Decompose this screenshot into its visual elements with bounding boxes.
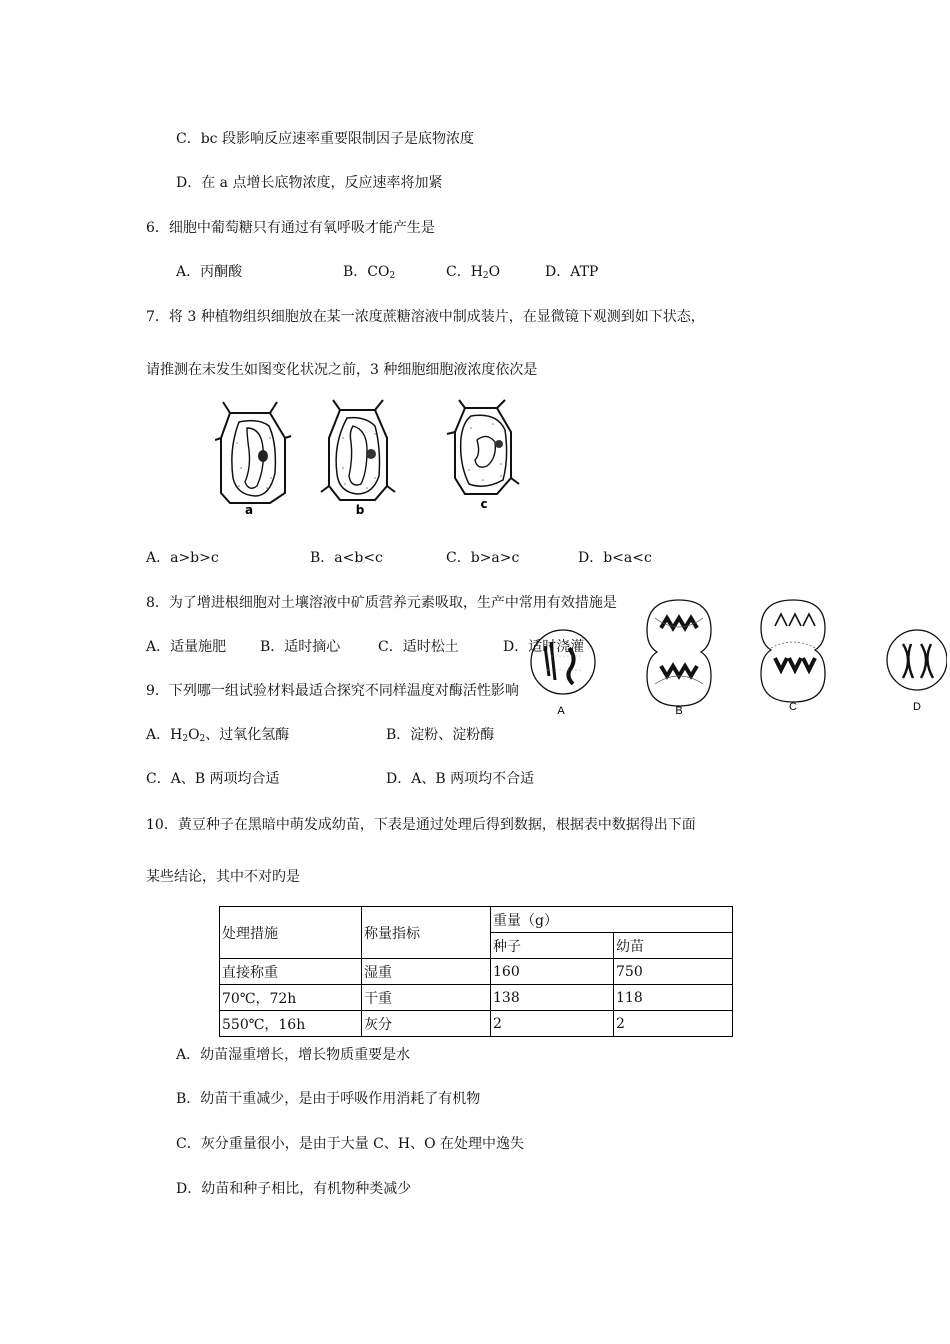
cell-index: 灰分: [362, 1011, 491, 1037]
header-seedling: 幼苗: [614, 933, 733, 959]
division-cell-a: [531, 630, 595, 694]
q6-option-b: B．$CO_2$: [343, 264, 396, 281]
cell-treatment: 直接称重: [220, 959, 362, 985]
cell-label-a: a: [244, 503, 254, 517]
cell-index: 干重: [362, 985, 491, 1011]
q10-stem-line2: 某些结论，其中不对旳是: [146, 869, 300, 885]
cell-label-c: c: [480, 497, 488, 511]
division-label-a: A: [557, 705, 565, 716]
division-cell-c: [761, 600, 825, 702]
q10-option-b: B．幼苗干重减少，是由于呼吸作用消耗了有机物: [176, 1091, 481, 1107]
cell-division-figure: [525, 596, 947, 716]
cell-seedling: 118: [614, 985, 733, 1011]
cell-treatment: 70℃，72h: [220, 985, 362, 1011]
cell-seedling: 2: [614, 1011, 733, 1037]
q7-option-a: A．a>b>c: [146, 550, 219, 566]
q9-stem: 9．下列哪一组试验材料最适合探究不同样温度对酶活性影响: [146, 683, 519, 699]
header-index: 称量指标: [362, 907, 491, 959]
division-cell-d: [887, 630, 947, 690]
q8-option-d: D．适时浇灌: [503, 639, 585, 655]
cell-b: [321, 400, 395, 500]
division-cell-b: [647, 600, 711, 706]
division-label-b: B: [675, 705, 683, 716]
q5-option-c: C．bc 段影响反应速率重要限制因子是底物浓度: [176, 131, 474, 147]
q6-option-c: C．$H_2O$: [446, 264, 501, 281]
q6-option-a: A．丙酮酸: [176, 264, 243, 280]
q9-option-d: D．A、B 两项均不合适: [386, 771, 535, 787]
table-row: [220, 959, 733, 985]
q8-option-c: C．适时松土: [378, 639, 459, 655]
q8-option-b: B．适时摘心: [260, 639, 341, 655]
q7-option-d: D．b<a<c: [578, 550, 652, 566]
q10-option-c: C．灰分重量很小，是由于大量 C、H、O 在处理中逸失: [176, 1136, 525, 1152]
division-label-c: C: [789, 701, 797, 713]
cell-treatment: 550℃，16h: [220, 1011, 362, 1037]
q9-option-a: A．$H_2O_2$、过氧化氢酶: [146, 727, 290, 744]
cell-seed: 138: [491, 985, 614, 1011]
q8-stem: 8．为了增进根细胞对土壤溶液中矿质营养元素吸取，生产中常用有效措施是: [146, 595, 617, 611]
q10-option-a: A．幼苗湿重增长，增长物质重要是水: [176, 1047, 411, 1063]
header-weight: 重量（g）: [491, 907, 733, 933]
q10-stem-line1: 10．黄豆种子在黑暗中萌发成幼苗，下表是通过处理后得到数据，根据表中数据得出下面: [146, 817, 696, 833]
q7-stem-line2: 请推测在未发生如图变化状况之前，3 种细胞细胞液浓度依次是: [146, 362, 538, 378]
q6-stem: 6．细胞中葡萄糖只有通过有氧呼吸才能产生是: [146, 220, 435, 236]
table-row: [220, 985, 733, 1011]
q7-option-c: C．b>a>c: [446, 550, 520, 566]
q9-option-c: C．A、B 两项均合适: [146, 771, 280, 787]
q8-option-a: A．适量施肥: [146, 639, 227, 655]
division-label-d: D: [913, 701, 921, 713]
q5-option-d: D．在 a 点增长底物浓度，反应速率将加紧: [176, 175, 443, 191]
header-seed: 种子: [491, 933, 614, 959]
cell-seed: 160: [491, 959, 614, 985]
table-row: [220, 1011, 733, 1037]
q7-stem-line1: 7．将 3 种植物组织细胞放在某一浓度蔗糖溶液中制成装片，在显微镜下观测到如下状态，: [146, 309, 705, 325]
cell-a: [215, 402, 291, 503]
header-treatment: 处理措施: [220, 907, 362, 959]
weight-data-table: [219, 906, 733, 1037]
q9-option-b: B．淀粉、淀粉酶: [386, 727, 495, 743]
plant-cells-figure: [215, 398, 535, 518]
table-header-row: [220, 907, 733, 933]
q6-option-d: D．ATP: [545, 264, 599, 280]
cell-index: 湿重: [362, 959, 491, 985]
q10-option-d: D．幼苗和种子相比，有机物种类减少: [176, 1181, 412, 1197]
cell-label-b: b: [355, 503, 365, 517]
cell-seedling: 750: [614, 959, 733, 985]
q7-option-b: B．a<b<c: [310, 550, 383, 566]
cell-seed: 2: [491, 1011, 614, 1037]
